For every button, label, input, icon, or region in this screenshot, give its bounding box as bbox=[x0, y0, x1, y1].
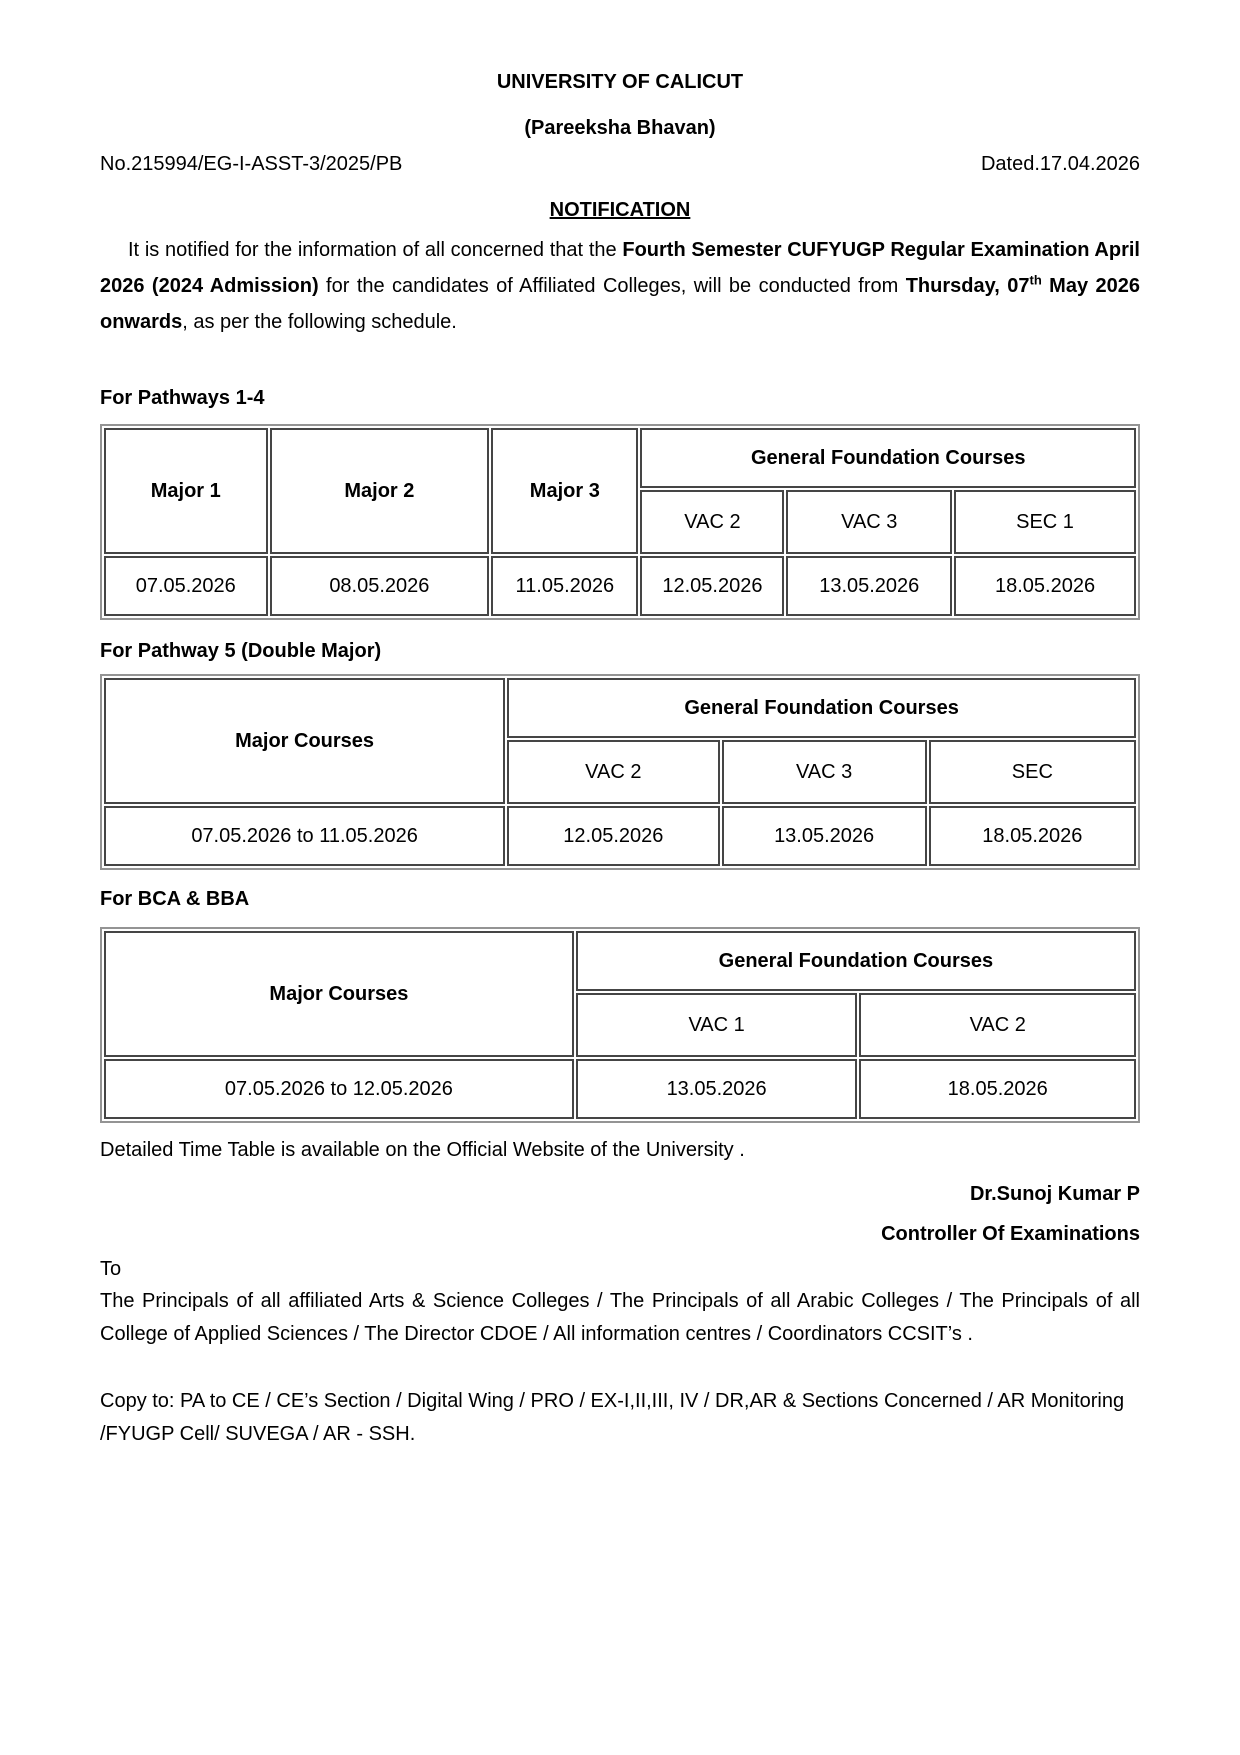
vac-3-header-cell: VAC 3 bbox=[722, 740, 927, 804]
major-2-header-cell: Major 2 bbox=[270, 428, 490, 554]
major-1-header-cell: Major 1 bbox=[104, 428, 268, 554]
table-header-row bbox=[104, 428, 1136, 488]
date-cell: 08.05.2026 bbox=[270, 556, 490, 616]
signatory-title: Controller Of Examinations bbox=[881, 1223, 1140, 1245]
reference-number: No.215994/EG-I-ASST-3/2025/PB bbox=[100, 153, 403, 175]
table-header-row bbox=[104, 931, 1136, 991]
table-header-row bbox=[104, 678, 1136, 738]
major-3-header-cell: Major 3 bbox=[491, 428, 638, 554]
pathways-1-4-table bbox=[100, 424, 1140, 620]
date-cell: 12.05.2026 bbox=[640, 556, 784, 616]
reference-row bbox=[100, 152, 1140, 176]
pareeksha-bhavan-subtitle: (Pareeksha Bhavan) bbox=[524, 117, 716, 139]
table-data-row bbox=[104, 1059, 1136, 1119]
university-title: UNIVERSITY OF CALICUT bbox=[496, 71, 744, 93]
general-foundation-courses-header-cell: General Foundation Courses bbox=[507, 678, 1136, 738]
date-range-cell: 07.05.2026 to 12.05.2026 bbox=[104, 1059, 574, 1119]
pathway-5-heading: For Pathway 5 (Double Major) bbox=[100, 640, 382, 662]
table-data-row bbox=[104, 806, 1136, 866]
major-courses-header-cell: Major Courses bbox=[104, 678, 505, 804]
sec-1-header-cell: SEC 1 bbox=[954, 490, 1136, 554]
timetable-availability-note: Detailed Time Table is available on the Official Website of the University . bbox=[100, 1139, 745, 1161]
to-label: To bbox=[100, 1258, 122, 1280]
vac-1-header-cell: VAC 1 bbox=[576, 993, 858, 1057]
major-courses-header-cell: Major Courses bbox=[104, 931, 574, 1057]
pathway-5-table bbox=[100, 674, 1140, 870]
vac-3-header-cell: VAC 3 bbox=[786, 490, 952, 554]
date-cell: 18.05.2026 bbox=[929, 806, 1136, 866]
vac-2-header-cell: VAC 2 bbox=[507, 740, 719, 804]
date-cell: 07.05.2026 bbox=[104, 556, 268, 616]
vac-2-header-cell: VAC 2 bbox=[859, 993, 1136, 1057]
dated-label: Dated.17.04.2026 bbox=[980, 153, 1140, 175]
intro-paragraph: It is notified for the information of all concerned that the Fourth Semester CUFYUGP Regular Examination April 2026 (2024 Admission) for the candidates of Affiliated Colleges, will be conducted from Thursday, 07th May 2026 onwards, as per the following schedule. bbox=[100, 239, 1140, 333]
vac-2-header-cell: VAC 2 bbox=[640, 490, 784, 554]
sec-header-cell: SEC bbox=[929, 740, 1136, 804]
copy-to-text: Copy to: PA to CE / CE’s Section / Digital Wing / PRO / EX-I,II,III, IV / DR,AR & Sections Concerned / AR Monitoring /FYUGP Cell/ SUVEGA / AR - SSH. bbox=[100, 1390, 1125, 1445]
date-cell: 18.05.2026 bbox=[859, 1059, 1136, 1119]
addressees-text: The Principals of all affiliated Arts & Science Colleges / The Principals of all Arabic Colleges / The Principals of all College of Applied Sciences / The Director CDOE / All information centres / Coordinators CCSIT’s . bbox=[100, 1290, 1140, 1345]
signatory-name: Dr.Sunoj Kumar P bbox=[969, 1183, 1140, 1205]
table-data-row bbox=[104, 556, 1136, 616]
date-cell: 12.05.2026 bbox=[507, 806, 719, 866]
date-cell: 13.05.2026 bbox=[722, 806, 927, 866]
date-cell: 11.05.2026 bbox=[491, 556, 638, 616]
notification-heading: NOTIFICATION bbox=[549, 199, 691, 221]
general-foundation-courses-header-cell: General Foundation Courses bbox=[640, 428, 1136, 488]
bca-bba-heading: For BCA & BBA bbox=[100, 888, 250, 910]
date-cell: 18.05.2026 bbox=[954, 556, 1136, 616]
date-cell: 13.05.2026 bbox=[576, 1059, 858, 1119]
bca-bba-table bbox=[100, 927, 1140, 1123]
pathways-1-4-heading: For Pathways 1-4 bbox=[100, 387, 265, 409]
date-cell: 13.05.2026 bbox=[786, 556, 952, 616]
general-foundation-courses-header-cell: General Foundation Courses bbox=[576, 931, 1136, 991]
date-range-cell: 07.05.2026 to 11.05.2026 bbox=[104, 806, 505, 866]
